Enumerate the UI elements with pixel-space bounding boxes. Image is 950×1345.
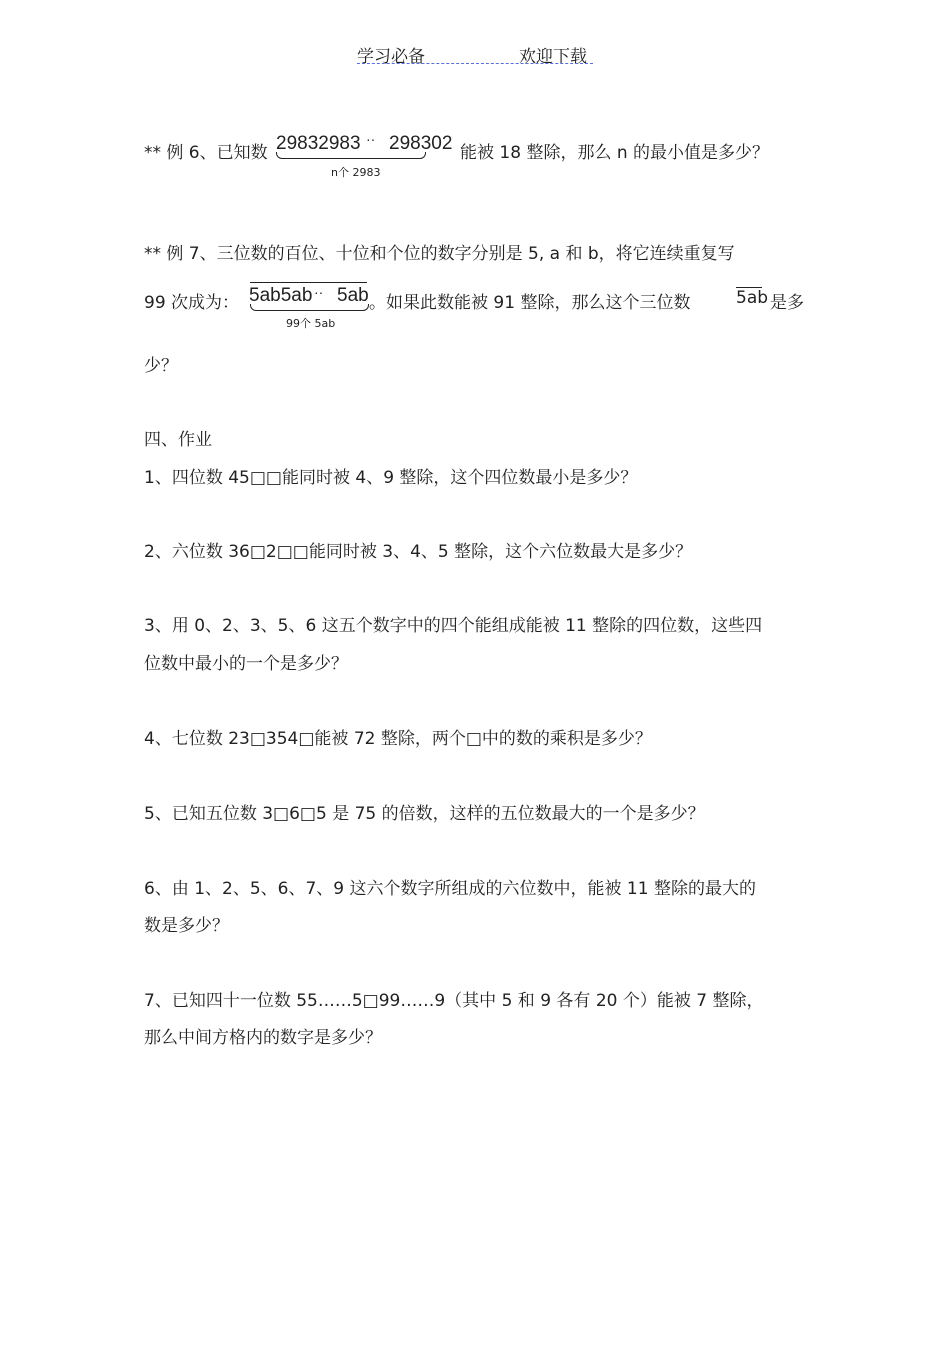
example-7-line-2-prefix: 99 次成为： xyxy=(144,293,240,313)
homework-question-1: 1、四位数 45□□能同时被 4、9 整除，这个四位数最小是多少？ xyxy=(144,468,638,488)
example-6-brace xyxy=(276,152,426,159)
homework-question-3-line-2: 位数中最小的一个是多少？ xyxy=(144,654,348,674)
example-7-dots: ·· xyxy=(314,284,324,300)
example-7-abc: 5ab xyxy=(736,288,769,308)
example-6-suffix: 能被 18 整除，那么 n 的最小值是多少？ xyxy=(460,143,770,163)
homework-question-3-line-1: 3、用 0、2、3、5、6 这五个数字中的四个能组成能被 11 整除的四位数，这些四 xyxy=(144,616,763,636)
example-6-dots: ·· xyxy=(366,131,376,147)
example-6-prefix: ** 例 6、已知数 xyxy=(144,143,268,163)
example-7-line-2-mid: 。如果此数能被 91 整除，那么这个三位数 xyxy=(369,293,691,313)
example-7-line-3: 少？ xyxy=(144,356,178,376)
example-7-tail: 5ab xyxy=(337,285,369,306)
example-7-brace xyxy=(250,304,369,311)
homework-question-2: 2、六位数 36□2□□能同时被 3、4、5 整除，这个六位数最大是多少？ xyxy=(144,542,693,562)
example-7-overbar xyxy=(250,282,367,283)
header-right-text: 欢迎下载 xyxy=(519,47,587,67)
header-divider xyxy=(357,63,593,64)
homework-question-7-line-2: 那么中间方格内的数字是多少？ xyxy=(144,1028,382,1048)
example-7-brace-label: 99个 5ab xyxy=(286,317,336,330)
homework-question-6-line-1: 6、由 1、2、5、6、7、9 这六个数字所组成的六位数中，能被 11 整除的最大的 xyxy=(144,879,756,899)
homework-title: 四、作业 xyxy=(144,430,212,450)
example-6-brace-label: n个 2983 xyxy=(331,166,381,179)
homework-question-4: 4、七位数 23□354□能被 72 整除，两个□中的数的乘积是多少？ xyxy=(144,729,652,749)
homework-question-7-line-1: 7、已知四十一位数 55……5□99……9（其中 5 和 9 各有 20 个）能被 7 整除， xyxy=(144,991,764,1011)
homework-question-6-line-2: 数是多少？ xyxy=(144,916,229,936)
example-7-number: 5ab5ab xyxy=(249,285,313,306)
example-6-tail: 298302 xyxy=(389,133,453,154)
example-7-line-1: ** 例 7、三位数的百位、十位和个位的数字分别是 5, a 和 b，将它连续重复写 xyxy=(144,244,735,264)
example-6-number: 29832983 xyxy=(276,133,361,154)
header-left-text: 学习必备 xyxy=(357,47,425,67)
homework-question-5: 5、已知五位数 3□6□5 是 75 的倍数，这样的五位数最大的一个是多少？ xyxy=(144,804,705,824)
example-7-line-2-end: 是多 xyxy=(770,293,804,313)
